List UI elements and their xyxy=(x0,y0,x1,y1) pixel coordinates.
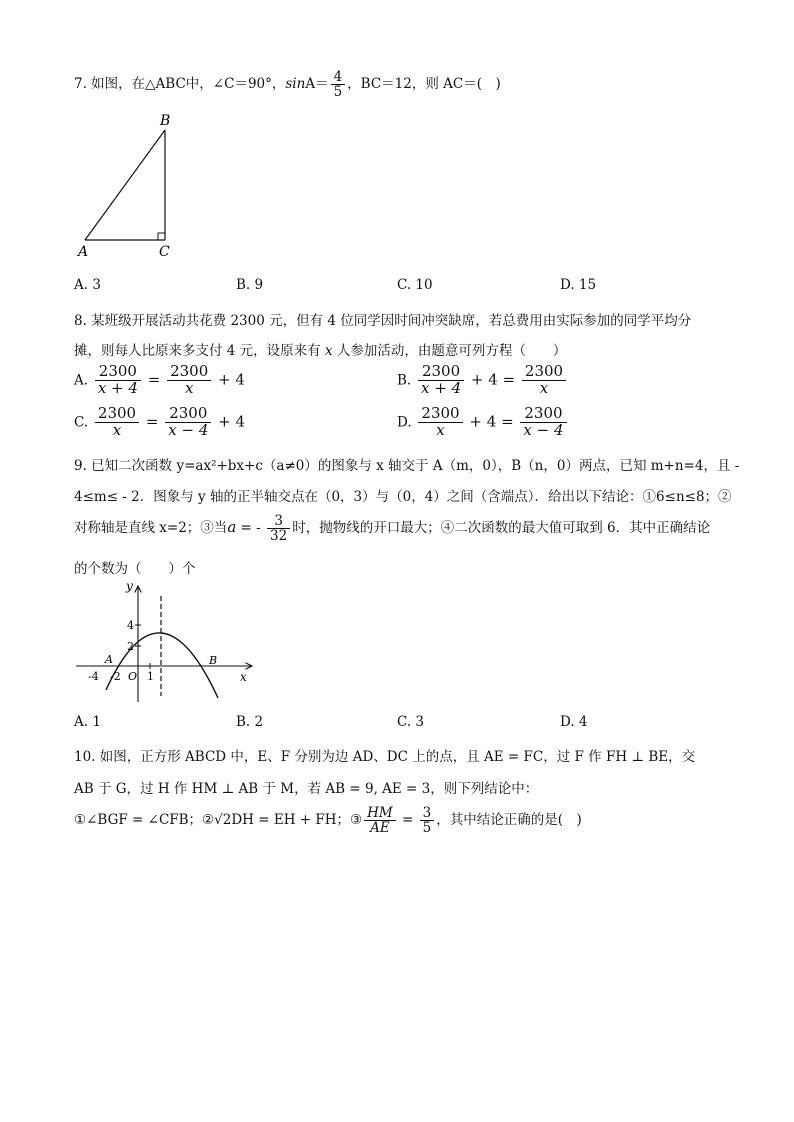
q9-fig-label-b: B xyxy=(209,654,218,667)
q7-triangle-figure xyxy=(70,108,190,264)
q9-stem-line3: 对称轴是直线 x=2；③当a = - $\frac{3}{32}$ 时，抛物线的开口最大；④二次函数的最大值可取到 6．其中正确结论 xyxy=(74,513,711,545)
q9-option-d[interactable]: D. 4 xyxy=(560,714,588,730)
q9-stem-line1: 9. 已知二次函数 y=ax²+bx+c（a≠0）的图象与 x 轴交于 A（m，0），B（n，0）两点，已知 m+n=4，且 - xyxy=(74,458,740,474)
q7-stem: 7. 如图，在△ABC中，∠C＝90°，sinA＝ $\frac{4}{5}$ ，BC＝12，则 AC＝( ) xyxy=(74,69,501,101)
q9-fig-tick-m2: -2 xyxy=(110,670,121,683)
q7-option-d[interactable]: D. 15 xyxy=(560,277,597,293)
q7-label-c: C xyxy=(159,244,170,260)
q7-fraction: $\frac{4}{5}$ xyxy=(331,70,346,99)
q7-label-b: B xyxy=(160,113,171,129)
q8-stem-line1: 8. 某班级开展活动共花费 2300 元，但有 4 位同学因时间冲突缺席，若总费用由实际参加的同学平均分 xyxy=(74,313,692,329)
q9-fig-tick-2: 2 xyxy=(127,640,134,653)
q9-fig-tick-4: 4 xyxy=(127,619,134,632)
q9-option-a[interactable]: A. 1 xyxy=(74,714,101,730)
q9-fig-y-label: y xyxy=(126,579,133,593)
q10-stem-line2: AB 于 G，过 H 作 HM ⊥ AB 于 M，若 AB = 9, AE = 3，则下列结论中： xyxy=(74,781,539,797)
q9-stem-line2: 4≤m≤ - 2．图象与 y 轴的正半轴交点在（0，3）与（0，4）之间（含端点）．给出以下结论：①6≤n≤8；② xyxy=(74,489,732,505)
q9-option-c[interactable]: C. 3 xyxy=(397,714,425,730)
q9-fig-origin: O xyxy=(128,670,138,683)
q8-option-b[interactable]: B. $\frac{2300}{x + 4}$ + 4 = $\frac{2300}{x}$ xyxy=(397,364,568,397)
q8-option-a[interactable]: A. $\frac{2300}{x + 4}$ = $\frac{2300}{x}$ + 4 xyxy=(74,362,245,397)
q7-option-c[interactable]: C. 10 xyxy=(397,277,433,293)
q9-fig-x-label: x xyxy=(240,670,247,684)
q10-stem-line3: ①∠BGF = ∠CFB；②√2DH = EH + FH；③ $\frac{HM}{AE}$ = $\frac{3}{5}$ ，其中结论正确的是( ) xyxy=(74,805,582,837)
q10-stem-line1: 10. 如图，正方形 ABCD 中，E、F 分别为边 AD、DC 上的点，且 AE = FC，过 F 作 FH ⊥ BE，交 xyxy=(74,749,696,765)
q9-fig-tick-m4: -4 xyxy=(88,670,99,683)
q7-option-b[interactable]: B. 9 xyxy=(236,277,264,293)
q9-parabola-figure xyxy=(72,578,262,706)
q8-option-c[interactable]: C. $\frac{2300}{x}$ = $\frac{2300}{x - 4}$ + 4 xyxy=(74,404,246,439)
q9-fig-label-a: A xyxy=(105,653,113,666)
q7-label-a: A xyxy=(78,244,89,260)
q8-option-d[interactable]: D. $\frac{2300}{x}$ + 4 = $\frac{2300}{x - 4}$ xyxy=(397,406,569,439)
q7-option-a[interactable]: A. 3 xyxy=(74,277,101,293)
q9-option-b[interactable]: B. 2 xyxy=(236,714,264,730)
q9-stem-line4: 的个数为（ ）个 xyxy=(74,561,196,577)
q9-fig-tick-1: 1 xyxy=(147,670,154,683)
q8-stem-line2: 摊，则每人比原来多支付 4 元，设原来有 x 人参加活动，由题意可列方程（ ） xyxy=(74,343,567,359)
